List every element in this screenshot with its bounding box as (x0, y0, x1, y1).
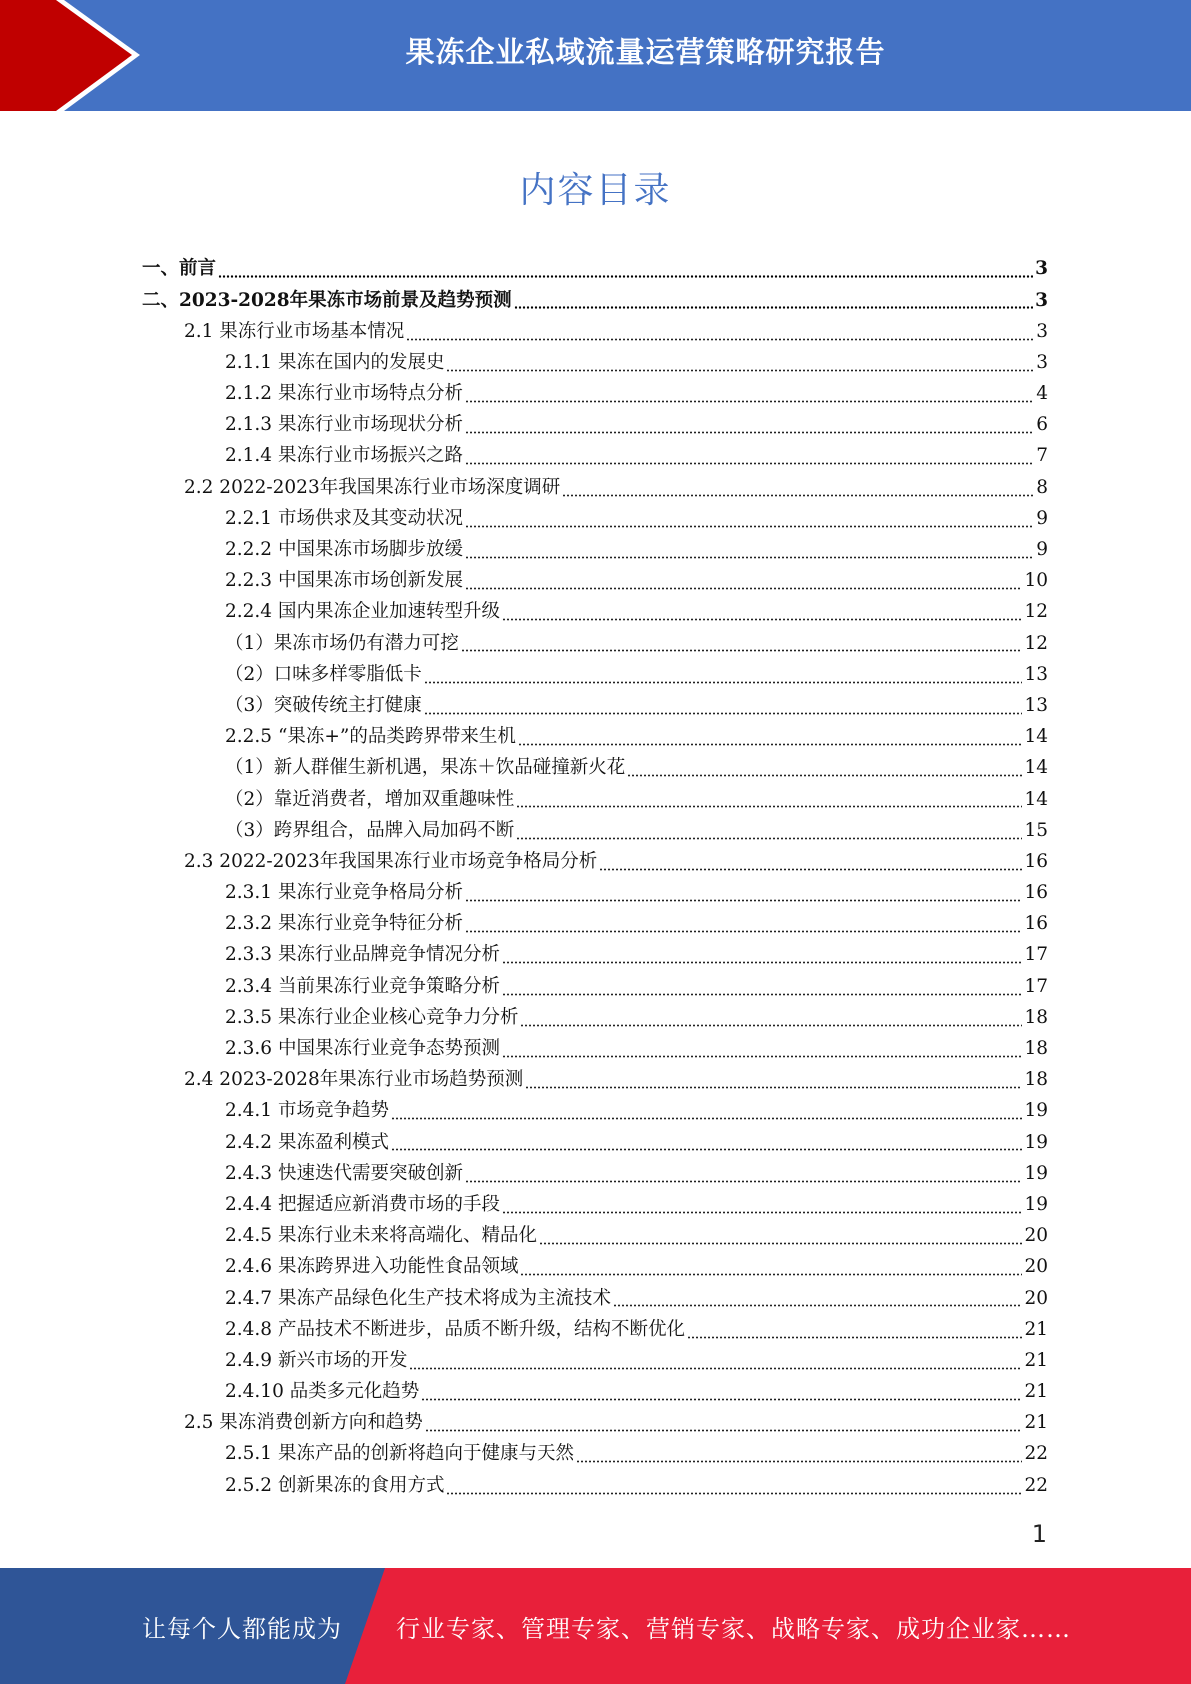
toc-entry[interactable] (142, 1065, 1048, 1096)
toc-entry[interactable] (142, 1034, 1048, 1065)
dot-leader (687, 1336, 1022, 1339)
toc-entry[interactable] (142, 1408, 1048, 1439)
toc-entry[interactable] (142, 1221, 1048, 1252)
toc-entry[interactable] (142, 1314, 1048, 1345)
toc-entry[interactable] (142, 1283, 1048, 1314)
toc-entry-title: 2.4.6 果冻跨界进入功能性食品领域 (225, 1256, 519, 1278)
toc-entry-page: 8 (1036, 476, 1048, 498)
dot-leader (514, 306, 1033, 309)
toc-entry-title: 2.2.4 国内果冻企业加速转型升级 (225, 601, 500, 623)
toc-entry[interactable] (142, 1252, 1048, 1283)
toc-entry-title: 2.4.8 产品技术不断进步，品质不断升级，结构不断优化 (225, 1318, 685, 1340)
toc-entry-page: 22 (1024, 1443, 1048, 1465)
toc-entry[interactable] (142, 1470, 1048, 1501)
toc-entry-page: 9 (1036, 539, 1048, 561)
toc-entry-title: （2）口味多样零脂低卡 (225, 663, 422, 685)
dot-leader (218, 275, 1033, 278)
dot-leader (516, 837, 1022, 840)
dot-leader (613, 1304, 1022, 1307)
toc-entry-title: 2.5.1 果冻产品的创新将趋向于健康与天然 (225, 1443, 574, 1465)
toc-entry-page: 13 (1024, 694, 1048, 716)
dot-leader (425, 1429, 1023, 1432)
dot-leader (391, 1148, 1022, 1151)
dot-leader (599, 868, 1022, 871)
toc-entry-title: 2.3.5 果冻行业企业核心竞争力分析 (225, 1006, 519, 1028)
toc-entry[interactable] (142, 254, 1048, 285)
dot-leader (465, 1180, 1022, 1183)
toc-entry[interactable] (142, 1127, 1048, 1158)
toc-entry-page: 10 (1024, 570, 1048, 592)
toc-entry-page: 22 (1024, 1474, 1048, 1496)
toc-entry-title: 2.4.2 果冻盈利模式 (225, 1131, 389, 1153)
toc-entry-page: 3 (1036, 320, 1048, 342)
toc-entry[interactable] (142, 971, 1048, 1002)
toc-entry[interactable] (142, 691, 1048, 722)
toc-heading: 内容目录 (519, 170, 672, 211)
toc-entry-title: 2.2.1 市场供求及其变动状况 (225, 507, 463, 529)
footer-banner (0, 1568, 1191, 1684)
header-banner (0, 0, 1191, 111)
toc-entry-title: 2.4.4 把握适应新消费市场的手段 (225, 1193, 500, 1215)
toc-entry[interactable] (142, 1377, 1048, 1408)
toc-entry-page: 9 (1036, 507, 1048, 529)
toc-entry-title: 2.4.7 果冻产品绿色化生产技术将成为主流技术 (225, 1287, 611, 1309)
dot-leader (502, 961, 1022, 964)
toc-entry-page: 21 (1024, 1349, 1048, 1371)
toc-entry-title: 2.4.1 市场竞争趋势 (225, 1100, 389, 1122)
toc-entry-title: 2.4.10 品类多元化趋势 (225, 1381, 420, 1403)
toc-entry[interactable] (142, 878, 1048, 909)
toc-entry[interactable] (142, 1190, 1048, 1221)
toc-entry-page: 14 (1024, 788, 1048, 810)
toc-entry[interactable] (142, 1346, 1048, 1377)
footer-slogan-left: 让每个人都能成为 (142, 1614, 342, 1643)
toc-entry-title: 2.1 果冻行业市场基本情况 (184, 320, 405, 342)
toc-entry[interactable] (142, 597, 1048, 628)
toc-entry-title: 2.1.3 果冻行业市场现状分析 (225, 414, 463, 436)
toc-entry-page: 16 (1024, 882, 1048, 904)
toc-entry-page: 16 (1024, 850, 1048, 872)
toc-entry[interactable] (142, 1003, 1048, 1034)
table-of-contents (142, 254, 1048, 1502)
toc-entry-page: 19 (1024, 1193, 1048, 1215)
toc-entry[interactable] (142, 909, 1048, 940)
toc-entry-title: 2.5 果冻消费创新方向和趋势 (184, 1412, 423, 1434)
dot-leader (424, 681, 1023, 684)
toc-entry-page: 6 (1036, 414, 1048, 436)
toc-entry-page: 14 (1024, 726, 1048, 748)
toc-entry-page: 18 (1024, 1006, 1048, 1028)
toc-entry-title: （3）跨界组合，品牌入局加码不断 (225, 819, 515, 841)
dot-leader (520, 1273, 1022, 1276)
toc-entry-page: 12 (1024, 601, 1048, 623)
toc-entry-page: 3 (1035, 258, 1048, 280)
toc-entry-page: 3 (1035, 289, 1048, 311)
toc-entry-title: 2.1.2 果冻行业市场特点分析 (225, 383, 463, 405)
toc-entry[interactable] (142, 659, 1048, 690)
toc-entry-page: 18 (1024, 1069, 1048, 1091)
footer-slogan-right: 行业专家、管理专家、营销专家、战略专家、成功企业家…… (396, 1614, 1071, 1643)
toc-entry-title: （2）靠近消费者，增加双重趣味性 (225, 788, 515, 810)
dot-leader (627, 774, 1022, 777)
toc-entry[interactable] (142, 316, 1048, 347)
header-chevron-red (0, 0, 132, 111)
toc-entry-page: 3 (1036, 351, 1048, 373)
toc-entry-page: 12 (1024, 632, 1048, 654)
toc-entry-title: 一、前言 (142, 258, 217, 280)
dot-leader (465, 400, 1034, 403)
toc-entry[interactable] (142, 1096, 1048, 1127)
dot-leader (525, 1086, 1022, 1089)
toc-entry[interactable] (142, 784, 1048, 815)
dot-leader (502, 1211, 1022, 1214)
toc-entry-title: 2.2.2 中国果冻市场脚步放缓 (225, 539, 463, 561)
toc-entry-page: 7 (1036, 445, 1048, 467)
toc-entry[interactable] (142, 1439, 1048, 1470)
toc-entry-title: 2.3.4 当前果冻行业竞争策略分析 (225, 975, 500, 997)
dot-leader (516, 805, 1022, 808)
toc-entry[interactable] (142, 410, 1048, 441)
toc-entry-page: 13 (1024, 663, 1048, 685)
toc-entry-title: （1）新人群催生新机遇，果冻＋饮品碰撞新火花 (225, 757, 626, 779)
dot-leader (461, 649, 1023, 652)
toc-entry-title: 2.1.4 果冻行业市场振兴之路 (225, 445, 463, 467)
dot-leader (409, 1367, 1022, 1370)
toc-entry-page: 20 (1024, 1287, 1048, 1309)
toc-entry[interactable] (142, 535, 1048, 566)
toc-entry-title: （3）突破传统主打健康 (225, 694, 422, 716)
dot-leader (465, 587, 1022, 590)
toc-entry[interactable] (142, 379, 1048, 410)
toc-entry[interactable] (142, 753, 1048, 784)
dot-leader (576, 1460, 1022, 1463)
toc-entry-title: 2.3.3 果冻行业品牌竞争情况分析 (225, 944, 500, 966)
dot-leader (465, 462, 1034, 465)
toc-entry-title: 2.4.9 新兴市场的开发 (225, 1349, 408, 1371)
toc-entry-page: 21 (1024, 1412, 1048, 1434)
toc-entry[interactable] (142, 285, 1048, 316)
toc-entry-page: 19 (1024, 1162, 1048, 1184)
dot-leader (539, 1242, 1022, 1245)
toc-entry-page: 15 (1024, 819, 1048, 841)
toc-entry-page: 14 (1024, 757, 1048, 779)
report-title: 果冻企业私域流量运营策略研究报告 (405, 34, 886, 69)
toc-entry-title: 2.2 2022-2023年我国果冻行业市场深度调研 (184, 476, 561, 498)
toc-entry-title: 2.2.5 “果冻+”的品类跨界带来生机 (225, 726, 516, 748)
toc-entry-title: 2.3.2 果冻行业竞争特征分析 (225, 913, 463, 935)
toc-entry-title: 2.3.6 中国果冻行业竞争态势预测 (225, 1038, 500, 1060)
toc-entry[interactable] (142, 815, 1048, 846)
toc-entry-title: 二、2023-2028年果冻市场前景及趋势预测 (142, 289, 512, 311)
toc-entry-page: 19 (1024, 1131, 1048, 1153)
toc-entry-title: （1）果冻市场仍有潜力可挖 (225, 632, 459, 654)
toc-entry-title: 2.2.3 中国果冻市场创新发展 (225, 570, 463, 592)
toc-entry[interactable] (142, 441, 1048, 472)
toc-entry-title: 2.4 2023-2028年果冻行业市场趋势预测 (184, 1069, 524, 1091)
dot-leader (502, 993, 1022, 996)
dot-leader (391, 1117, 1022, 1120)
toc-entry[interactable] (142, 472, 1048, 503)
dot-leader (406, 338, 1034, 341)
dot-leader (518, 743, 1023, 746)
toc-entry-page: 16 (1024, 913, 1048, 935)
dot-leader (465, 556, 1034, 559)
dot-leader (502, 618, 1022, 621)
dot-leader (520, 1024, 1022, 1027)
toc-entry-title: 2.1.1 果冻在国内的发展史 (225, 351, 445, 373)
dot-leader (465, 899, 1022, 902)
toc-entry-page: 20 (1024, 1256, 1048, 1278)
toc-entry-title: 2.4.3 快速迭代需要突破创新 (225, 1162, 463, 1184)
toc-entry-title: 2.3 2022-2023年我国果冻行业市场竞争格局分析 (184, 850, 598, 872)
dot-leader (446, 369, 1034, 372)
toc-entry[interactable] (142, 940, 1048, 971)
dot-leader (465, 930, 1022, 933)
toc-entry-page: 17 (1024, 975, 1048, 997)
dot-leader (465, 525, 1034, 528)
toc-entry-page: 21 (1024, 1318, 1048, 1340)
toc-entry-title: 2.4.5 果冻行业未来将高端化、精品化 (225, 1225, 537, 1247)
toc-entry[interactable] (142, 566, 1048, 597)
toc-entry[interactable] (142, 722, 1048, 753)
dot-leader (446, 1492, 1022, 1495)
toc-entry-page: 4 (1036, 383, 1048, 405)
dot-leader (465, 431, 1034, 434)
toc-entry[interactable] (142, 504, 1048, 535)
toc-entry-page: 17 (1024, 944, 1048, 966)
toc-entry[interactable] (142, 847, 1048, 878)
dot-leader (562, 494, 1034, 497)
toc-entry-page: 20 (1024, 1225, 1048, 1247)
toc-entry[interactable] (142, 348, 1048, 379)
dot-leader (502, 1055, 1022, 1058)
dot-leader (421, 1398, 1022, 1401)
toc-entry-page: 18 (1024, 1038, 1048, 1060)
toc-entry[interactable] (142, 1158, 1048, 1189)
toc-entry-page: 21 (1024, 1381, 1048, 1403)
toc-entry-title: 2.3.1 果冻行业竞争格局分析 (225, 882, 463, 904)
toc-entry-page: 19 (1024, 1100, 1048, 1122)
toc-entry[interactable] (142, 628, 1048, 659)
page-number: 1 (1031, 1520, 1047, 1548)
toc-entry-title: 2.5.2 创新果冻的食用方式 (225, 1474, 445, 1496)
dot-leader (424, 712, 1023, 715)
